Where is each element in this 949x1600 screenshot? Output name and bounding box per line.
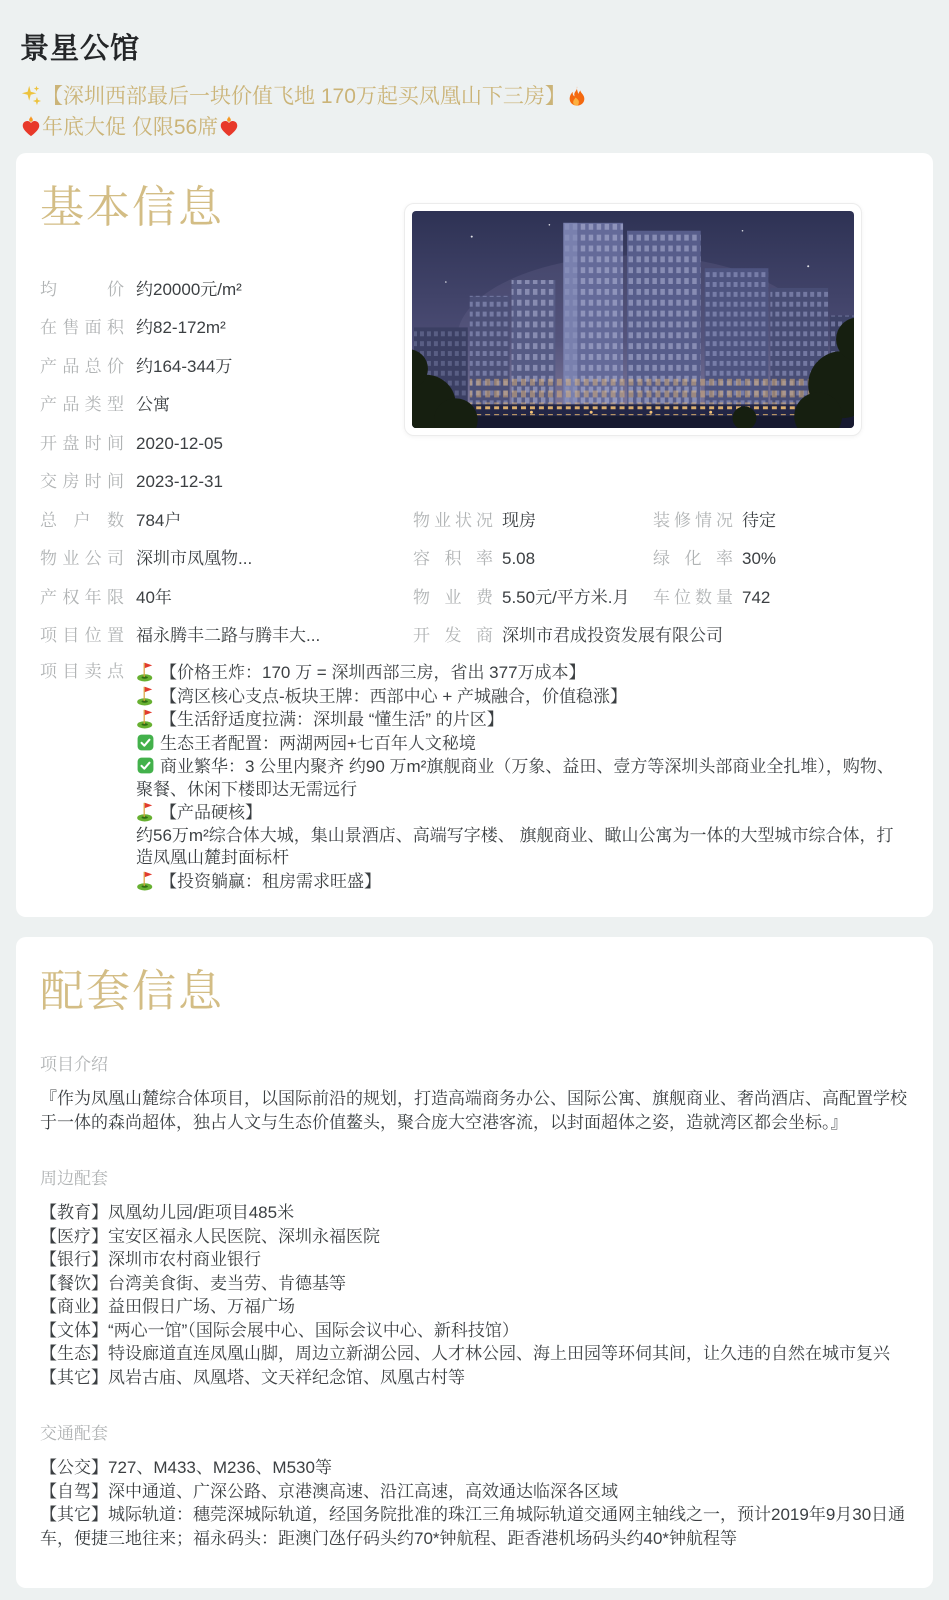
field-value: 公寓 <box>136 395 170 415</box>
field-label: 产权年限 <box>40 587 124 607</box>
section-line: 【其它】城际轨道：穗莞深城际轨道，经国务院批准的珠江三角城际轨道交通网主轴线之一，预计2019年9月30日通车，便捷三地往来；福永码头：距澳门氹仔码头约70*钟航程、距香港机场码头约40*钟航程等 <box>40 1505 906 1548</box>
section-lines <box>40 1087 909 1134</box>
field-label: 开发商 <box>413 626 493 646</box>
field-label: 物业公司 <box>40 549 124 569</box>
info-field <box>40 544 413 569</box>
info-field <box>413 621 723 646</box>
field-label: 绿化率 <box>653 549 733 569</box>
section-line: 【教育】凤凰幼儿园/距项目485米 <box>40 1203 295 1223</box>
field-label: 装修情况 <box>653 510 733 530</box>
field-value: 深圳市君成投资发展有限公司 <box>502 626 723 646</box>
section-line: 【银行】深圳市农村商业银行 <box>40 1250 261 1270</box>
check-icon <box>136 734 160 753</box>
field-value: 深圳市凤凰物... <box>136 549 253 569</box>
project-photo[interactable] <box>404 203 862 436</box>
info-field <box>40 429 413 454</box>
selling-point <box>136 801 909 825</box>
page-subtitle <box>20 81 929 143</box>
selling-points-label: 项目卖点 <box>40 662 124 682</box>
info-field <box>413 583 653 608</box>
field-label: 产品总价 <box>40 356 124 376</box>
section-line: 【医疗】宝安区福永人民医院、深圳永福医院 <box>40 1226 380 1246</box>
basic-info-card <box>16 153 933 917</box>
info-field <box>653 583 909 608</box>
golf-flag-icon <box>136 710 160 729</box>
golf-flag-icon <box>136 803 160 822</box>
sparkles-icon <box>20 81 42 112</box>
info-field <box>653 506 909 531</box>
field-label: 容积率 <box>413 549 493 569</box>
amenities-card <box>16 937 933 1588</box>
info-field <box>40 313 413 338</box>
section-line: 【餐饮】台湾美食街、麦当劳、肯德基等 <box>40 1273 346 1293</box>
page-title: 景星公馆 <box>20 33 141 65</box>
info-field <box>40 390 413 415</box>
section-label: 周边配套 <box>40 1169 108 1189</box>
selling-point-text: 【湾区核心支点-板块王牌：西部中心 + 产城融合，价值稳涨】 <box>160 686 628 706</box>
selling-point-text: 【产品硬核】 <box>160 803 262 823</box>
info-field <box>40 583 413 608</box>
section-lines <box>40 1456 909 1550</box>
field-label: 产品类型 <box>40 395 124 415</box>
subtitle-text: 年底大促 仅限56席 <box>42 116 219 139</box>
field-label: 物业状况 <box>413 510 493 530</box>
amenities-heading: 配套信息 <box>40 967 224 1017</box>
section-line: 【文体】“两心一馆”（国际会展中心、国际会议中心、新科技馆） <box>40 1320 519 1340</box>
field-value: 2020-12-05 <box>136 433 223 453</box>
golf-flag-icon <box>136 872 160 891</box>
info-field <box>40 621 413 646</box>
field-value: 40年 <box>136 587 172 607</box>
selling-point <box>136 825 909 870</box>
field-label: 交房时间 <box>40 472 124 492</box>
field-value: 现房 <box>502 510 536 530</box>
heart-on-fire-icon <box>218 112 240 143</box>
selling-point <box>136 870 909 894</box>
field-label: 总户数 <box>40 510 124 530</box>
selling-point <box>136 732 909 756</box>
info-field <box>413 544 653 569</box>
section-lines <box>40 1201 909 1389</box>
fire-icon <box>566 81 588 112</box>
heart-on-fire-icon <box>20 112 42 143</box>
check-icon <box>136 757 160 776</box>
golf-flag-icon <box>136 687 160 706</box>
subtitle-line-2 <box>20 112 929 143</box>
amenities-sections <box>40 1050 909 1550</box>
selling-point-text: 约56万m²综合体大城，集山景酒店、高端写字楼、 旗舰商业、瞰山公寓为一体的大型城市综合体，打造凤凰山麓封面标杆 <box>136 825 894 868</box>
field-value: 5.08 <box>502 549 536 569</box>
field-label: 开盘时间 <box>40 433 124 453</box>
field-value: 福永腾丰二路与腾丰大... <box>136 626 321 646</box>
section-line: 【自驾】深中通道、广深公路、京港澳高速、沿江高速，高效通达临深各区域 <box>40 1481 618 1501</box>
section-label: 项目介绍 <box>40 1055 108 1075</box>
field-value: 784户 <box>136 510 182 530</box>
field-value: 2023-12-31 <box>136 472 223 492</box>
selling-point <box>136 755 909 801</box>
info-field <box>40 467 413 492</box>
section-line: 『作为凤凰山麓综合体项目，以国际前沿的规划，打造高端商务办公、国际公寓、旗舰商业、奢尚酒店、高配置学校于一体的森尚超体，独占人文与生态价值鳌头，聚合庞大空港客流，以封面超体之姿，造就湾区都会坐标。』 <box>40 1089 907 1132</box>
field-value: 742 <box>742 587 771 607</box>
subtitle-line-1 <box>20 81 929 112</box>
field-value: 约20000元/m² <box>136 279 242 299</box>
field-value: 待定 <box>742 510 776 530</box>
section-label: 交通配套 <box>40 1424 108 1444</box>
selling-point <box>136 685 909 709</box>
section-line: 【生态】特设廊道直连凤凰山脚，周边立新湖公园、人才林公园、海上田园等环伺其间，让久违的自然在城市复兴 <box>40 1344 890 1364</box>
selling-point-text: 商业繁华：3 公里内聚齐 约90 万m²旗舰商业（万象、益田、壹方等深圳头部商业全扎堆），购物、聚餐、休闲下楼即达无需远行 <box>136 757 894 799</box>
page-header <box>0 0 949 153</box>
basic-info-heading: 基本信息 <box>40 183 224 232</box>
subtitle-text: 【深圳西部最后一块价值飞地 170万起买凤凰山下三房】 <box>42 85 566 108</box>
selling-point-text: 【生活舒适度拉满：深圳最 “懂生活” 的片区】 <box>160 710 504 730</box>
field-label: 车位数量 <box>653 587 733 607</box>
section-line: 【商业】益田假日广场、万福广场 <box>40 1297 295 1317</box>
field-value: 约82-172m² <box>136 318 226 338</box>
selling-point <box>136 708 909 732</box>
field-label: 在售面积 <box>40 318 124 338</box>
selling-point-text: 【投资躺赢：租房需求旺盛】 <box>160 871 381 891</box>
info-field <box>413 506 653 531</box>
section-line: 【其它】凤岩古庙、凤凰塔、文天祥纪念馆、凤凰古村等 <box>40 1367 465 1387</box>
selling-point <box>136 661 909 685</box>
selling-point-text: 生态王者配置：两湖两园+七百年人文秘境 <box>160 733 476 753</box>
field-value: 约164-344万 <box>136 356 233 376</box>
field-label: 均价 <box>40 279 124 299</box>
selling-point-text: 【价格王炸：170 万 = 深圳西部三房，省出 377万成本】 <box>160 663 586 683</box>
info-field <box>653 544 909 569</box>
info-field <box>40 352 413 377</box>
field-value: 30% <box>742 549 777 569</box>
info-field <box>40 275 413 300</box>
golf-flag-icon <box>136 663 160 682</box>
field-value: 5.50元/平方米.月 <box>502 587 630 607</box>
info-field <box>40 506 413 531</box>
selling-points-list <box>136 661 909 893</box>
field-label: 物业费 <box>413 587 493 607</box>
selling-points-row <box>40 661 909 893</box>
section-line: 【公交】727、M433、M236、M530等 <box>40 1458 332 1478</box>
field-label: 项目位置 <box>40 626 124 646</box>
night-render-illustration <box>412 211 854 428</box>
